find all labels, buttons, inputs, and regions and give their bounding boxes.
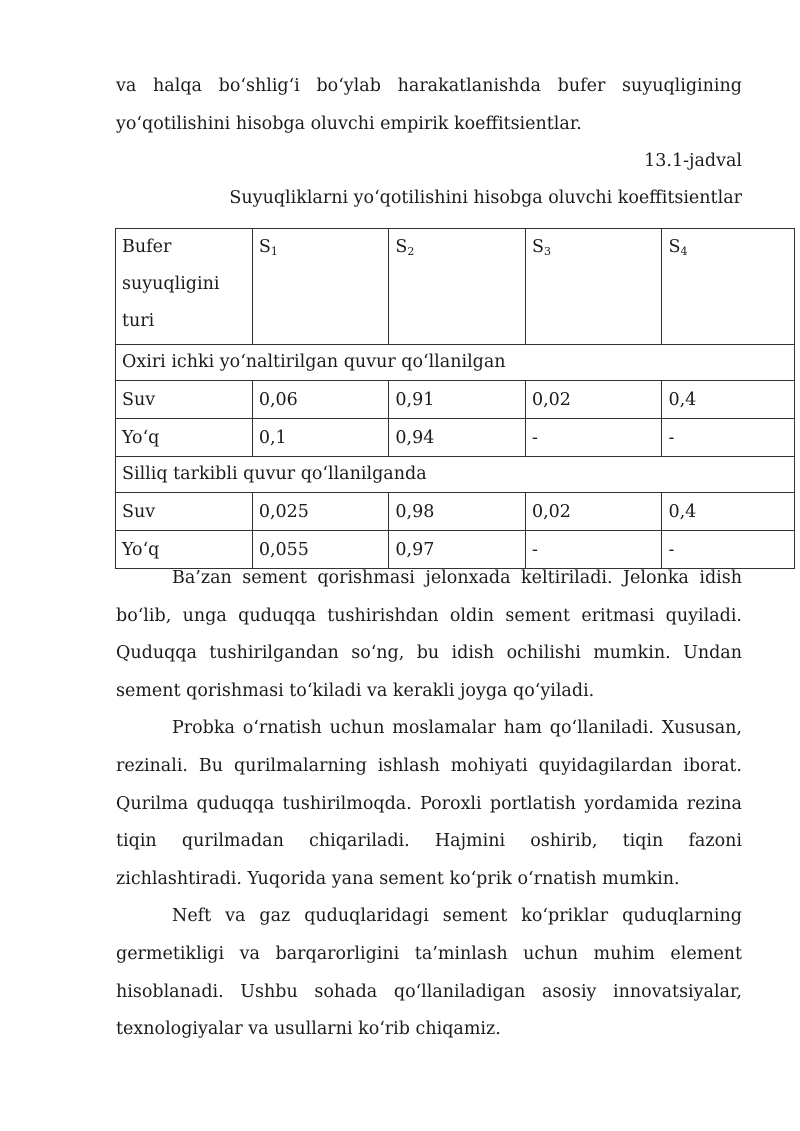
table-row (116, 493, 795, 531)
document-page (116, 68, 742, 217)
paragraph: Neft va gaz quduqlaridagi sement ko‘priklar quduqlarning germetikligi va barqarorligini ta’minlash uchun muhim element hisoblanadi. Ushbu sohada qo‘llaniladigan asosiy innovatsiyalar, texnologiyalar va usullarni ko‘rib chiqamiz. (116, 906, 742, 1040)
table-number: 13.1-jadval (644, 151, 742, 172)
cell-s2: 0,97 (389, 531, 526, 569)
cell-s3: - (525, 531, 662, 569)
coefficients-table (115, 228, 795, 569)
paragraph: Ba’zan sement qorishmasi jelonxada keltiriladi. Jelonka idish bo‘lib, unga quduqqa tushirishdan oldin sement eritmasi quyiladi. Quduqqa tushirilgandan so‘ng, bu idish ochilishi mumkin. Undan sement qorishmasi to‘kiladi va kerakli joyga qo‘yiladi. (116, 568, 742, 701)
header-fluid-type: Bufer suyuqligini turi (116, 229, 253, 345)
cell-s1: 0,1 (252, 419, 389, 457)
cell-s1: 0,055 (252, 531, 389, 569)
cell-type: Suv (116, 381, 253, 419)
table-section-row (116, 345, 795, 381)
cell-s4: - (662, 531, 795, 569)
header-s1: $S_1$ (252, 229, 389, 345)
cell-type: Yo‘q (116, 531, 253, 569)
body-text (116, 560, 742, 1049)
paragraph: Probka o‘rnatish uchun moslamalar ham qo‘llaniladi. Xususan, rezinali. Bu qurilmalarning ishlash mohiyati quyidagilardan iborat. Qurilma quduqqa tushirilmoqda. Poroxli portlatish yordamida rezina tiqin qurilmadan chiqariladi. Hajmini oshirib, tiqin fazoni zichlashtiradi. Yuqorida yana sement ko‘prik o‘rnatish mumkin. (116, 718, 742, 889)
cell-s3: - (525, 419, 662, 457)
cell-s2: 0,91 (389, 381, 526, 419)
cell-s3: 0,02 (525, 493, 662, 531)
table-header-row (116, 229, 795, 345)
table-section-row (116, 457, 795, 493)
section-title: Oxiri ichki yo‘naltirilgan quvur qo‘llanilgan (116, 345, 795, 381)
cell-type: Suv (116, 493, 253, 531)
section-title: Silliq tarkibli quvur qo‘llanilganda (116, 457, 795, 493)
header-s3: $S_3$ (525, 229, 662, 345)
cell-s1: 0,06 (252, 381, 389, 419)
header-s2: $S_2$ (389, 229, 526, 345)
table-caption: Suyuqliklarni yo‘qotilishini hisobga oluvchi koeffitsientlar (229, 188, 742, 209)
intro-paragraph: va halqa bo‘shlig‘i bo‘ylab harakatlanishda bufer suyuqligining yo‘qotilishini hisobga oluvchi empirik koeffitsientlar. (116, 76, 742, 134)
header-s4: $S_4$ (662, 229, 795, 345)
cell-s4: - (662, 419, 795, 457)
cell-s4: 0,4 (662, 381, 795, 419)
cell-s1: 0,025 (252, 493, 389, 531)
cell-s2: 0,98 (389, 493, 526, 531)
table-row (116, 419, 795, 457)
table-row (116, 381, 795, 419)
cell-s4: 0,4 (662, 493, 795, 531)
cell-s2: 0,94 (389, 419, 526, 457)
cell-type: Yo‘q (116, 419, 253, 457)
cell-s3: 0,02 (525, 381, 662, 419)
